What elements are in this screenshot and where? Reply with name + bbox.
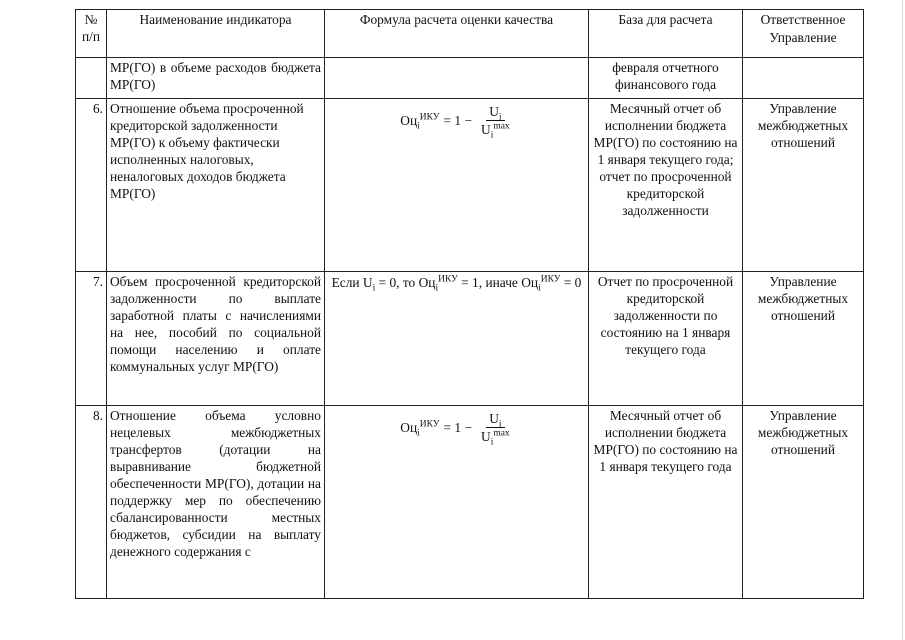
cell-responsible: Управление межбюджетных отношений	[743, 272, 864, 406]
header-calculation-base: База для расчета	[589, 10, 743, 58]
formula-operator: = 1 −	[443, 113, 473, 128]
formula-operator: = 1 −	[443, 420, 473, 435]
cell-number: 6.	[76, 99, 107, 272]
quality-formula	[400, 411, 512, 448]
header-number	[76, 10, 107, 58]
formula-lhs: $Оц_i^{ИКУ}$	[400, 112, 440, 132]
cell-responsible: Управление межбюджетных отношений	[743, 99, 864, 272]
formula-lhs: $Оц_i^{ИКУ}$	[400, 419, 440, 439]
cell-responsible	[743, 58, 864, 99]
table-row	[76, 406, 864, 599]
cell-formula	[325, 406, 589, 599]
cell-formula	[325, 99, 589, 272]
cell-indicator-name	[107, 272, 325, 406]
indicator-name-text: Объем просроченной кредиторской задолженности по выплате заработной платы с начислениями на нее, пособий по социальной помощи населению и оплате коммунальных услуг МР(ГО)	[110, 274, 321, 374]
cell-number	[76, 58, 107, 99]
quality-formula	[400, 104, 512, 141]
cell-number: 8.	[76, 406, 107, 599]
indicator-name-text: Отношение объема просроченной кредиторской задолженности МР(ГО) к объему фактически исполненных налоговых, неналоговых доходов бюджета МР(ГО)	[110, 101, 304, 201]
fraction-numerator: $U_i$	[486, 411, 504, 428]
header-number-label: № п/п	[81, 12, 101, 44]
cell-responsible: Управление межбюджетных отношений	[743, 406, 864, 599]
cell-calculation-base: февраля отчетного финансового года	[589, 58, 743, 99]
fraction-denominator: $U_i^{max}$	[481, 121, 510, 141]
indicator-name-text: МР(ГО) в объеме расходов бюджета МР(ГО)	[110, 60, 321, 92]
table-row	[76, 99, 864, 272]
cell-indicator-name	[107, 58, 325, 99]
fraction-denominator: $U_i^{max}$	[481, 428, 510, 448]
base-line: отчет по просроченной кредиторской задолженности	[599, 169, 732, 218]
formula-fraction	[478, 411, 513, 448]
table-row	[76, 272, 864, 406]
fraction-numerator: $U_i$	[486, 104, 504, 121]
table-row-continuation	[76, 58, 864, 99]
header-indicator-name: Наименование индикатора	[107, 10, 325, 58]
cell-number: 7.	[76, 272, 107, 406]
base-line: Месячный отчет об исполнении бюджета МР(ГО) по состоянию на 1 января текущего года	[593, 408, 738, 474]
cell-calculation-base	[589, 99, 743, 272]
indicator-name-text: Отношение объема условно нецелевых межбюджетных трансфертов (дотации на выравнивание бюджетной обеспеченности МР(ГО), дотации на поддержку мер по обеспечению сбалансированности местных бюджетов, субсидии на выплату денежного содержания с	[110, 408, 321, 559]
cell-calculation-base	[589, 272, 743, 406]
cell-formula	[325, 58, 589, 99]
base-line: Месячный отчет об исполнении бюджета МР(ГО) по состоянию на 1 января текущего года;	[593, 101, 738, 167]
table-header-row	[76, 10, 864, 58]
cell-indicator-name	[107, 406, 325, 599]
formula-fraction	[478, 104, 513, 141]
base-line: Отчет по просроченной кредиторской задолженности по состоянию на 1 января текущего года	[597, 274, 734, 357]
header-responsible-department: Ответственное Управление	[743, 10, 864, 58]
page-edge	[902, 0, 903, 640]
condition-formula: Если $U_i = 0$, то $Оц_i^{ИКУ} = 1$, иначе $Оц_i^{ИКУ} = 0$	[331, 274, 582, 294]
cell-calculation-base	[589, 406, 743, 599]
cell-formula	[325, 272, 589, 406]
header-formula: Формула расчета оценки качества	[325, 10, 589, 58]
cell-indicator-name	[107, 99, 325, 272]
indicators-table	[75, 9, 864, 599]
